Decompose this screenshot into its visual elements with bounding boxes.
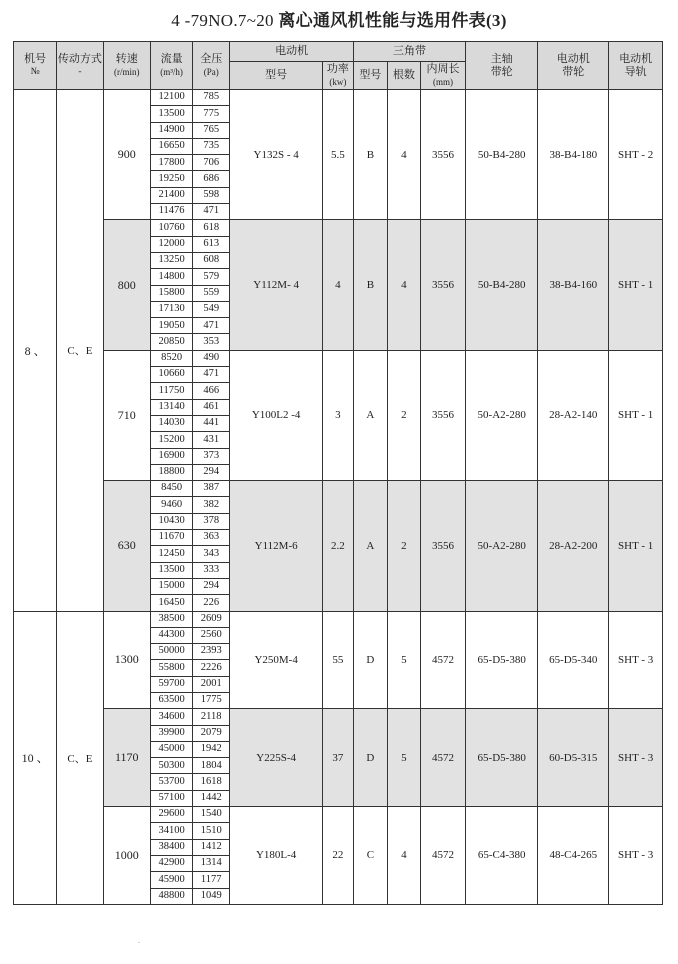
belt-model-cell: A [353, 481, 387, 611]
shaft-pulley-cell: 50-A2-280 [466, 481, 538, 611]
flow-cell: 17130 [150, 301, 192, 317]
title-prefix: 4 -79NO.7~20 [171, 11, 279, 30]
pressure-cell: 1442 [193, 790, 230, 806]
belt-count-cell: 5 [387, 709, 420, 807]
motor-rail-cell: SHT - 3 [609, 807, 663, 905]
header-belt-model: 型号 [353, 62, 387, 90]
pressure-cell: 490 [193, 350, 230, 366]
motor-power-cell: 2.2 [322, 481, 353, 611]
belt-model-cell: A [353, 350, 387, 480]
header-speed-unit: (r/min) [114, 66, 140, 77]
flow-cell: 34600 [150, 709, 192, 725]
flow-cell: 45900 [150, 872, 192, 888]
header-pressure-label: 全压 [200, 52, 223, 65]
pressure-cell: 1177 [193, 872, 230, 888]
flow-cell: 20850 [150, 334, 192, 350]
motor-power-cell: 5.5 [322, 90, 353, 220]
speed-cell: 800 [103, 220, 150, 350]
pressure-cell: 559 [193, 285, 230, 301]
motor-pulley-cell: 38-B4-180 [538, 90, 609, 220]
pressure-cell: 785 [193, 90, 230, 106]
shaft-pulley-cell: 65-D5-380 [466, 709, 538, 807]
pressure-cell: 2118 [193, 709, 230, 725]
pressure-cell: 1618 [193, 774, 230, 790]
belt-model-cell: B [353, 90, 387, 220]
motor-model-cell: Y132S - 4 [230, 90, 323, 220]
flow-cell: 44300 [150, 627, 192, 643]
header-shaft-pulley [466, 42, 538, 90]
pressure-cell: 706 [193, 155, 230, 171]
shaft-pulley-cell: 65-D5-380 [466, 611, 538, 709]
flow-cell: 11476 [150, 204, 192, 220]
flow-cell: 16650 [150, 138, 192, 154]
header-motor-pulley-a: 电动机 [556, 52, 590, 65]
pressure-cell: 1775 [193, 692, 230, 708]
pressure-cell: 1412 [193, 839, 230, 855]
table-row [14, 220, 663, 236]
header-motor-power-label: 功率 [326, 62, 349, 75]
flow-cell: 10760 [150, 220, 192, 236]
flow-cell: 50300 [150, 758, 192, 774]
flow-cell: 53700 [150, 774, 192, 790]
flow-cell: 8520 [150, 350, 192, 366]
header-belt: 三角带 [353, 42, 465, 62]
header-motor-model: 型号 [230, 62, 323, 90]
header-shaft-pulley-b: 带轮 [490, 65, 513, 78]
pressure-cell: 294 [193, 464, 230, 480]
shaft-pulley-cell: 50-B4-280 [466, 90, 538, 220]
header-speed [103, 42, 150, 90]
pressure-cell: 2079 [193, 725, 230, 741]
header-belt-length-unit: (mm) [432, 76, 453, 87]
motor-power-cell: 37 [322, 709, 353, 807]
pressure-cell: 608 [193, 252, 230, 268]
header-flow-unit: (m³/h) [160, 66, 183, 77]
pressure-cell: 598 [193, 187, 230, 203]
header-pressure-unit: (Pa) [203, 66, 219, 77]
speed-cell: 630 [103, 481, 150, 611]
motor-rail-cell: SHT - 3 [609, 611, 663, 709]
pressure-cell: 2560 [193, 627, 230, 643]
flow-cell: 14030 [150, 415, 192, 431]
pressure-cell: 735 [193, 138, 230, 154]
belt-count-cell: 5 [387, 611, 420, 709]
header-shaft-pulley-a: 主轴 [490, 52, 513, 65]
flow-cell: 14800 [150, 269, 192, 285]
flow-cell: 57100 [150, 790, 192, 806]
table-row [14, 90, 663, 106]
table-row [14, 611, 663, 627]
motor-model-cell: Y100L2 -4 [230, 350, 323, 480]
pressure-cell: 431 [193, 432, 230, 448]
fan-spec-table [13, 41, 663, 905]
flow-cell: 50000 [150, 644, 192, 660]
pressure-cell: 549 [193, 301, 230, 317]
belt-model-cell: B [353, 220, 387, 350]
flow-cell: 13250 [150, 252, 192, 268]
pressure-cell: 353 [193, 334, 230, 350]
belt-count-cell: 4 [387, 90, 420, 220]
flow-cell: 48800 [150, 888, 192, 904]
flow-cell: 15200 [150, 432, 192, 448]
flow-cell: 19050 [150, 318, 192, 334]
pressure-cell: 579 [193, 269, 230, 285]
header-motor-rail [609, 42, 663, 90]
motor-model-cell: Y112M- 4 [230, 220, 323, 350]
motor-model-cell: Y180L-4 [230, 807, 323, 905]
motor-pulley-cell: 28-A2-140 [538, 350, 609, 480]
pressure-cell: 333 [193, 562, 230, 578]
motor-rail-cell: SHT - 1 [609, 220, 663, 350]
speed-cell: 1300 [103, 611, 150, 709]
pressure-cell: 466 [193, 383, 230, 399]
motor-pulley-cell: 65-D5-340 [538, 611, 609, 709]
belt-length-cell: 4572 [420, 807, 465, 905]
flow-cell: 13500 [150, 562, 192, 578]
flow-cell: 13500 [150, 106, 192, 122]
flow-cell: 13140 [150, 399, 192, 415]
motor-power-cell: 22 [322, 807, 353, 905]
belt-model-cell: C [353, 807, 387, 905]
belt-length-cell: 3556 [420, 481, 465, 611]
belt-model-cell: D [353, 611, 387, 709]
table-row [14, 481, 663, 497]
pressure-cell: 686 [193, 171, 230, 187]
flow-cell: 12450 [150, 546, 192, 562]
belt-model-cell: D [353, 709, 387, 807]
pressure-cell: 387 [193, 481, 230, 497]
motor-pulley-cell: 60-D5-315 [538, 709, 609, 807]
flow-cell: 21400 [150, 187, 192, 203]
header-speed-label: 转速 [115, 52, 138, 65]
flow-cell: 45000 [150, 741, 192, 757]
pressure-cell: 2001 [193, 676, 230, 692]
header-machine-no [14, 42, 57, 90]
table-header [14, 42, 663, 90]
pressure-cell: 775 [193, 106, 230, 122]
flow-cell: 9460 [150, 497, 192, 513]
flow-cell: 15800 [150, 285, 192, 301]
belt-count-cell: 2 [387, 481, 420, 611]
pressure-cell: 226 [193, 595, 230, 611]
flow-cell: 12000 [150, 236, 192, 252]
table-row [14, 709, 663, 725]
belt-length-cell: 4572 [420, 709, 465, 807]
header-flow [150, 42, 192, 90]
header-motor-power [322, 62, 353, 90]
speed-cell: 710 [103, 350, 150, 480]
belt-length-cell: 4572 [420, 611, 465, 709]
motor-model-cell: Y225S-4 [230, 709, 323, 807]
pressure-cell: 373 [193, 448, 230, 464]
drive-mode-cell: C、E [57, 611, 103, 904]
motor-model-cell: Y250M-4 [230, 611, 323, 709]
header-machine-no-sub: № [30, 66, 40, 77]
header-motor-power-unit: (kw) [329, 76, 347, 87]
shaft-pulley-cell: 65-C4-380 [466, 807, 538, 905]
belt-count-cell: 2 [387, 350, 420, 480]
header-pressure [193, 42, 230, 90]
pressure-cell: 1804 [193, 758, 230, 774]
pressure-cell: 1942 [193, 741, 230, 757]
motor-rail-cell: SHT - 2 [609, 90, 663, 220]
header-belt-length-label: 内周长 [426, 62, 460, 75]
flow-cell: 8450 [150, 481, 192, 497]
speed-cell: 900 [103, 90, 150, 220]
machine-no-cell: 10 、 [14, 611, 57, 904]
pressure-cell: 343 [193, 546, 230, 562]
pressure-cell: 461 [193, 399, 230, 415]
motor-power-cell: 4 [322, 220, 353, 350]
pressure-cell: 471 [193, 367, 230, 383]
flow-cell: 11750 [150, 383, 192, 399]
header-drive-mode-label: 传动方式 [57, 52, 102, 65]
belt-count-cell: 4 [387, 220, 420, 350]
belt-length-cell: 3556 [420, 220, 465, 350]
table-row [14, 350, 663, 366]
flow-cell: 11670 [150, 530, 192, 546]
pressure-cell: 613 [193, 236, 230, 252]
motor-power-cell: 3 [322, 350, 353, 480]
pressure-cell: 378 [193, 513, 230, 529]
pressure-cell: 363 [193, 530, 230, 546]
header-belt-length [420, 62, 465, 90]
speed-cell: 1170 [103, 709, 150, 807]
motor-power-cell: 55 [322, 611, 353, 709]
flow-cell: 19250 [150, 171, 192, 187]
pressure-cell: 382 [193, 497, 230, 513]
pressure-cell: 471 [193, 204, 230, 220]
header-motor-rail-a: 电动机 [619, 52, 653, 65]
shaft-pulley-cell: 50-A2-280 [466, 350, 538, 480]
pressure-cell: 2393 [193, 644, 230, 660]
header-belt-count: 根数 [387, 62, 420, 90]
header-drive-mode-sub: - [78, 66, 82, 77]
flow-cell: 14900 [150, 122, 192, 138]
table-body [14, 90, 663, 905]
motor-rail-cell: SHT - 1 [609, 481, 663, 611]
header-motor-pulley [538, 42, 609, 90]
motor-rail-cell: SHT - 3 [609, 709, 663, 807]
header-motor: 电动机 [230, 42, 354, 62]
pressure-cell: 2226 [193, 660, 230, 676]
flow-cell: 15000 [150, 578, 192, 594]
flow-cell: 12100 [150, 90, 192, 106]
motor-rail-cell: SHT - 1 [609, 350, 663, 480]
header-flow-label: 流量 [160, 52, 183, 65]
flow-cell: 18800 [150, 464, 192, 480]
belt-length-cell: 3556 [420, 90, 465, 220]
motor-pulley-cell: 28-A2-200 [538, 481, 609, 611]
flow-cell: 59700 [150, 676, 192, 692]
flow-cell: 29600 [150, 807, 192, 823]
header-motor-rail-b: 导轨 [624, 65, 647, 78]
pressure-cell: 765 [193, 122, 230, 138]
pressure-cell: 1510 [193, 823, 230, 839]
flow-cell: 39900 [150, 725, 192, 741]
pressure-cell: 471 [193, 318, 230, 334]
pressure-cell: 1540 [193, 807, 230, 823]
header-machine-no-label: 机号 [24, 52, 47, 65]
flow-cell: 34100 [150, 823, 192, 839]
pressure-cell: 2609 [193, 611, 230, 627]
motor-pulley-cell: 48-C4-265 [538, 807, 609, 905]
footnote-mark: . [138, 936, 140, 945]
flow-cell: 38400 [150, 839, 192, 855]
pressure-cell: 1049 [193, 888, 230, 904]
page-title [0, 6, 678, 31]
flow-cell: 42900 [150, 855, 192, 871]
machine-no-cell: 8 、 [14, 90, 57, 612]
flow-cell: 16450 [150, 595, 192, 611]
pressure-cell: 441 [193, 415, 230, 431]
flow-cell: 63500 [150, 692, 192, 708]
pressure-cell: 1314 [193, 855, 230, 871]
belt-length-cell: 3556 [420, 350, 465, 480]
pressure-cell: 294 [193, 578, 230, 594]
motor-model-cell: Y112M-6 [230, 481, 323, 611]
motor-pulley-cell: 38-B4-160 [538, 220, 609, 350]
header-motor-pulley-b: 带轮 [562, 65, 585, 78]
flow-cell: 10660 [150, 367, 192, 383]
speed-cell: 1000 [103, 807, 150, 905]
drive-mode-cell: C、E [57, 90, 103, 612]
pressure-cell: 618 [193, 220, 230, 236]
flow-cell: 10430 [150, 513, 192, 529]
flow-cell: 38500 [150, 611, 192, 627]
flow-cell: 17800 [150, 155, 192, 171]
table-row [14, 807, 663, 823]
title-main: 离心通风机性能与选用件表(3) [278, 11, 507, 30]
flow-cell: 55800 [150, 660, 192, 676]
belt-count-cell: 4 [387, 807, 420, 905]
flow-cell: 16900 [150, 448, 192, 464]
shaft-pulley-cell: 50-B4-280 [466, 220, 538, 350]
header-drive-mode [57, 42, 103, 90]
